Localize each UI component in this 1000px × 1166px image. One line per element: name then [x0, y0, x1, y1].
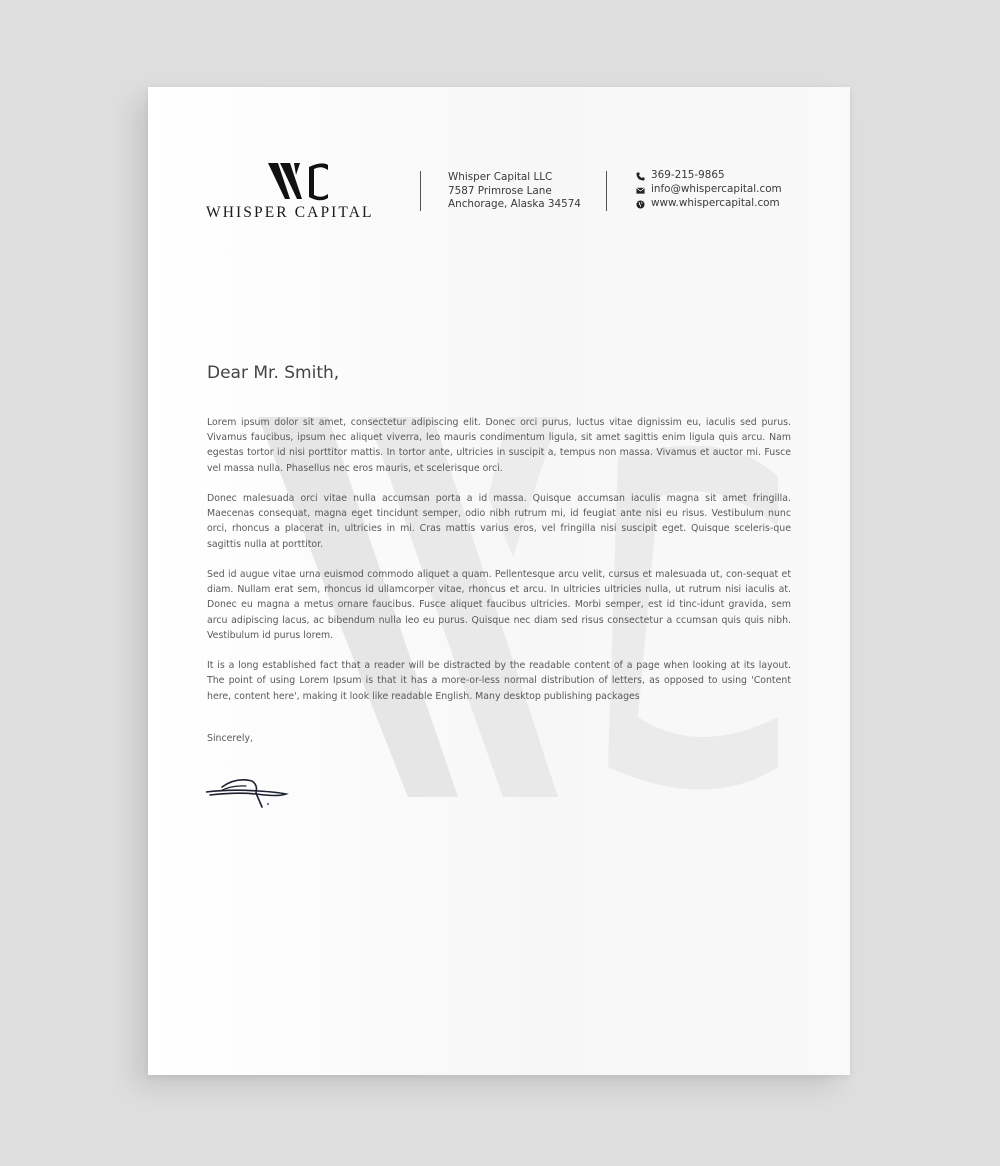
- city-address: Anchorage, Alaska 34574: [448, 198, 581, 210]
- company-wordmark: WHISPER CAPITAL: [206, 204, 374, 221]
- header-divider: [420, 171, 421, 211]
- letter-paragraph: Sed id augue vitae urna euismod commodo aliquet a quam. Pellentesque arcu velit, cursus et malesuada ut, con-sequat et diam. Nullam erat sem, rhoncus id ullamcorper vitae, rhoncus et arcu. In ultricies ultricies nulla, ut rutrum nisi iaculis at. Donec eu magna a metus ornare faucibus. Fusce aliquet faucibus ultricies. Morbi semper, est id tinc-idunt gravida, sem arcu adipiscing lacus, ac bibendum nulla leo eu purus. Quisque nec diam sed risus consectetur a ccumsan quis quis nibh. Vestibulum id purus lorem.: [207, 569, 791, 641]
- salutation: Dear Mr. Smith,: [207, 363, 340, 383]
- phone-icon: [636, 172, 645, 181]
- company-name: Whisper Capital LLC: [448, 171, 553, 183]
- phone-row: [636, 169, 782, 183]
- letter-paragraph: Lorem ipsum dolor sit amet, consectetur adipiscing elit. Donec orci purus, luctus vitae dignissim eu, iaculis sed purus. Vivamus faucibus, ipsum nec aliquet viverra, leo mauris condimentum ligula, sit amet sagittis enim ligula quis arcu. Nam egestas tortor id nisi porttitor mattis. In tortor ante, ultricies in suscipit a, tempus non massa. Vivamus et auctor mi. Fusce vel massa nulla. Phasellus nec eros mauris, et scelerisque orci.: [207, 417, 791, 474]
- envelope-icon: [636, 186, 645, 195]
- website-url: www.whispercapital.com: [651, 197, 780, 210]
- letter-paragraph: Donec malesuada orci vitae nulla accumsan porta a id massa. Quisque accumsan iaculis magna sit amet fringilla. Maecenas consequat, magna eget tincidunt semper, odio nibh rutrum mi, id feugiat ante nisi eu risus. Vestibulum nunc orci, rhoncus a placerat in, ultricies in mi. Cras mattis varius eros, vel fringilla nisi suscipit eget. Quisque sceleris-que sagittis nulla at porttitor.: [207, 493, 791, 550]
- globe-icon: [636, 200, 645, 209]
- closing-line: Sincerely,: [207, 733, 253, 744]
- letterhead-page: [148, 87, 850, 1075]
- letter-paragraph: It is a long established fact that a reader will be distracted by the readable content of a page when looking at its layout. The point of using Lorem Ipsum is that it has a more-or-less normal distribution of letters, as opposed to using 'Content here, content here', making it look like readable English. Many desktop publishing packages: [207, 660, 791, 702]
- email-address: info@whispercapital.com: [651, 183, 782, 196]
- contact-info: [636, 169, 782, 211]
- wc-monogram-icon: [266, 161, 332, 201]
- company-logo: [206, 161, 396, 221]
- phone-number: 369-215-9865: [651, 169, 725, 182]
- letter-body: [207, 415, 791, 719]
- street-address: 7587 Primrose Lane: [448, 184, 552, 197]
- header-divider: [606, 171, 607, 211]
- email-row: [636, 183, 782, 197]
- signature-image: [206, 773, 292, 813]
- website-row: [636, 197, 782, 211]
- company-address: [448, 171, 581, 212]
